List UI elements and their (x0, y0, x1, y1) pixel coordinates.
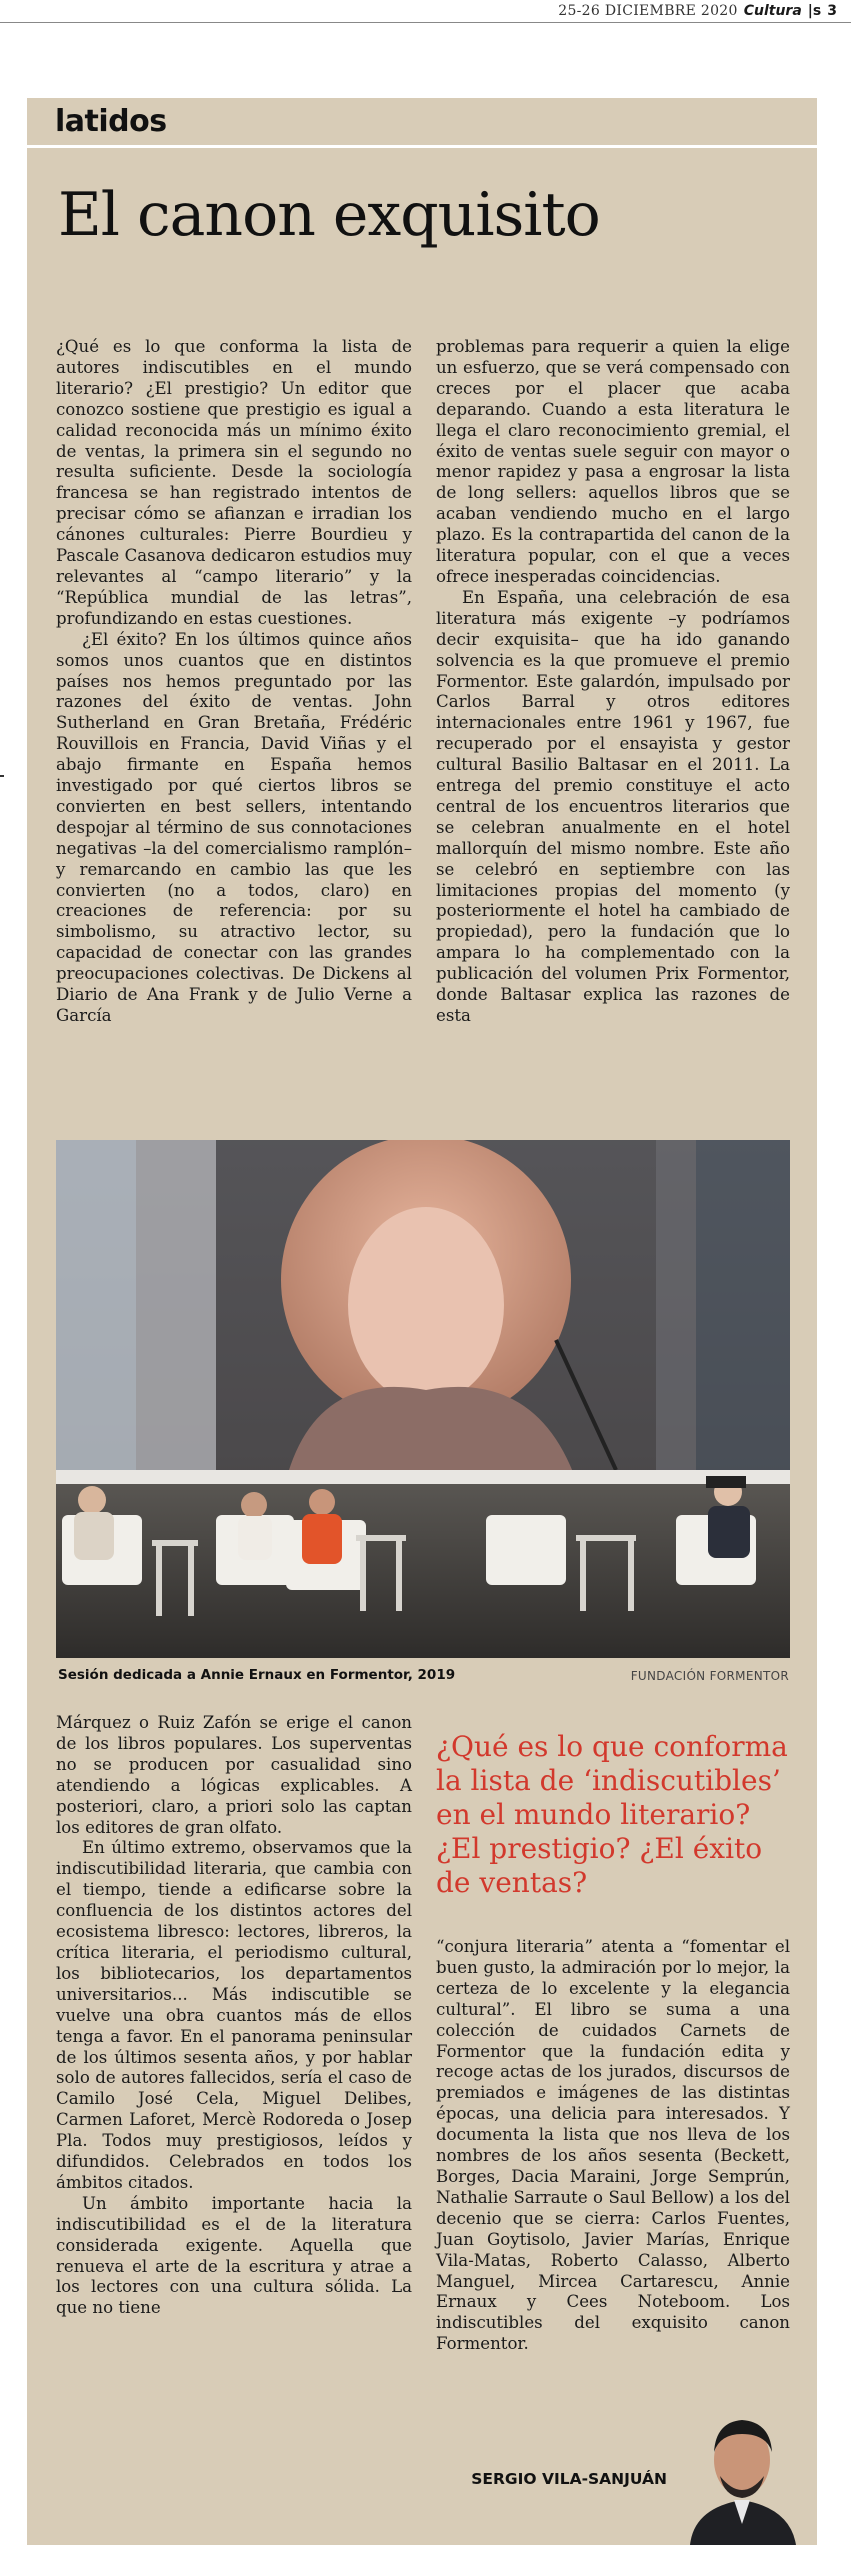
section-tag: latidos (55, 104, 167, 139)
pull-quote-line: ¿Qué es lo que conforma (436, 1730, 788, 1763)
conference-photo (56, 1140, 790, 1658)
paragraph: Un ámbito importante hacia la indiscutibilidad es el de la literatura considerada exigente. Aquella que renueva el arte de la escritura y atrae a los lectores con una cultura sólida. La que no tiene (56, 2193, 412, 2318)
pull-quote (436, 1730, 806, 1900)
margin-mark (0, 775, 4, 777)
section-tag-bar (27, 98, 817, 148)
author-byline: SERGIO VILA-SANJUÁN (471, 2470, 667, 2488)
author-portrait (684, 2400, 800, 2545)
paragraph: En último extremo, observamos que la indiscutibilidad literaria, que cambia con el tiempo, tiende a edificarse sobre la confluencia de los distintos actores del ecosistema libresco: lectores, libreros, la crítica literaria, el periodismo cultural, los bibliotecarios, los departamentos universitarios... Más indiscutible se vuelve una obra cuantos más de ellos tenga a favor. En el panorama peninsular de los últimos sesenta años, y por hablar solo de autores fallecidos, sería el caso de Camilo José Cela, Miguel Delibes, Carmen Laforet, Mercè Rodoreda o Josep Pla. Todos muy prestigiosos, leídos y difundidos. Celebrados en todos los ámbitos citados. (56, 1838, 412, 2192)
paragraph: En España, una celebración de esa literatura más exigente –y podríamos decir exquisita– que ha ido ganando solvencia es la que promueve el premio Formentor. Este galardón, impulsado por Carlos Barral y otros editores internacionales entre 1961 y 1967, fue recuperado por el ensayista y gestor cultural Basilio Baltasar en el 2011. La entrega del premio constituye el acto central de los encuentros literarios que se celebran anualmente en el hotel mallorquín del mismo nombre. Este año se celebró en septiembre con las limitaciones propias del momento (y posteriormente el hotel ha cambiado de propiedad), pero la fundación que lo ampara lo ha complementado con la publicación del volumen Prix Formentor, donde Baltasar explica las razones de esta (436, 587, 790, 1025)
section-name: Cultura (743, 3, 802, 19)
page-number: 3 (827, 3, 837, 19)
headline: El canon exquisito (58, 180, 600, 250)
article-column-1 (56, 337, 412, 1027)
section-separator: |s (807, 3, 822, 19)
paragraph: Márquez o Ruiz Zafón se erige el canon de los libros populares. Los superventas no se producen por casualidad sino atendiendo a lógicas explicables. A posteriori, claro, a priori solo las captan los editores de gran olfato. (56, 1713, 412, 1837)
photo-illustration (56, 1140, 790, 1658)
paragraph: problemas para requerir a quien la elige un esfuerzo, que se verá compensado con creces por el placer que acaba deparando. Cuando a esta literatura le llega el claro reconocimiento gremial, el éxito de ventas suele seguir con mayor o menor rapidez y pasa a engrosar la lista de long sellers: aquellos libros que se acaban vendiendo mucho en el largo plazo. Es la contrapartida del canon de la literatura popular, con el que a veces ofrece inesperadas coincidencias. (436, 337, 790, 586)
article-column-4 (436, 1937, 790, 2355)
photo-caption: Sesión dedicada a Annie Ernaux en Formentor, 2019 (58, 1667, 456, 1683)
pull-quote-line: la lista de ‘indiscutibles’ (436, 1764, 781, 1797)
author-photo (684, 2400, 800, 2545)
pull-quote-line: ¿El prestigio? ¿El éxito (436, 1832, 763, 1865)
paragraph: “conjura literaria” atenta a “fomentar el buen gusto, la admiración por lo mejor, la certeza de lo excelente y la elegancia cultural”. El libro se suma a una colección de cuidados Carnets de Formentor que la fundación edita y recoge actas de los jurados, discursos de premiados e imágenes de las distintas épocas, una delicia para interesados. Y documenta la lista que nos lleva de los nombres de los años sesenta (Beckett, Borges, Dacia Maraini, Jorge Semprún, Nathalie Sarraute o Saul Bellow) a los del decenio que se cierra: Carlos Fuentes, Juan Goytisolo, Javier Marías, Enrique Vila-Matas, Roberto Calasso, Alberto Manguel, Mircea Cartarescu, Annie Ernaux y Cees Noteboom. Los indiscutibles del exquisito canon Formentor. (436, 1937, 790, 2354)
paragraph: ¿El éxito? En los últimos quince años somos unos cuantos que en distintos países nos hemos preguntado por las razones del éxito de ventas. John Sutherland en Gran Bretaña, Frédéric Rouvillois en Francia, David Viñas y el abajo firmante en España hemos investigado por qué ciertos libros se convierten en best sellers, intentando despojar al término de sus connotaciones negativas –la del comercialismo ramplón– y remarcando en cambio las que les convierten (no a todos, claro) en creaciones de referencia: por su simbolismo, su atractivo lector, su capacidad de conectar con las grandes preocupaciones colectivas. De Dickens al Diario de Ana Frank y de Julio Verne a García (56, 629, 412, 1025)
pull-quote-line: en el mundo literario? (436, 1798, 751, 1831)
masthead (0, 0, 851, 23)
article-column-3 (56, 1713, 412, 2319)
photo-credit: FUNDACIÓN FORMENTOR (630, 1669, 789, 1683)
article-column-2 (436, 337, 790, 1027)
paragraph: ¿Qué es lo que conforma la lista de autores indiscutibles en el mundo literario? ¿El prestigio? Un editor que conozco sostiene que prestigio es igual a calidad reconocida más un mínimo éxito de ventas, la primera sin el segundo no resulta suficiente. Desde la sociología francesa se han registrado intentos de precisar cómo se afianzan e irradian los cánones culturales: Pierre Bourdieu y Pascale Casanova dedicaron estudios muy relevantes al “campo literario” y la “República mundial de las letras”, profundizando en estas cuestiones. (56, 337, 412, 628)
issue-date: 25-26 DICIEMBRE 2020 (558, 3, 738, 19)
pull-quote-line: de ventas? (436, 1866, 588, 1899)
